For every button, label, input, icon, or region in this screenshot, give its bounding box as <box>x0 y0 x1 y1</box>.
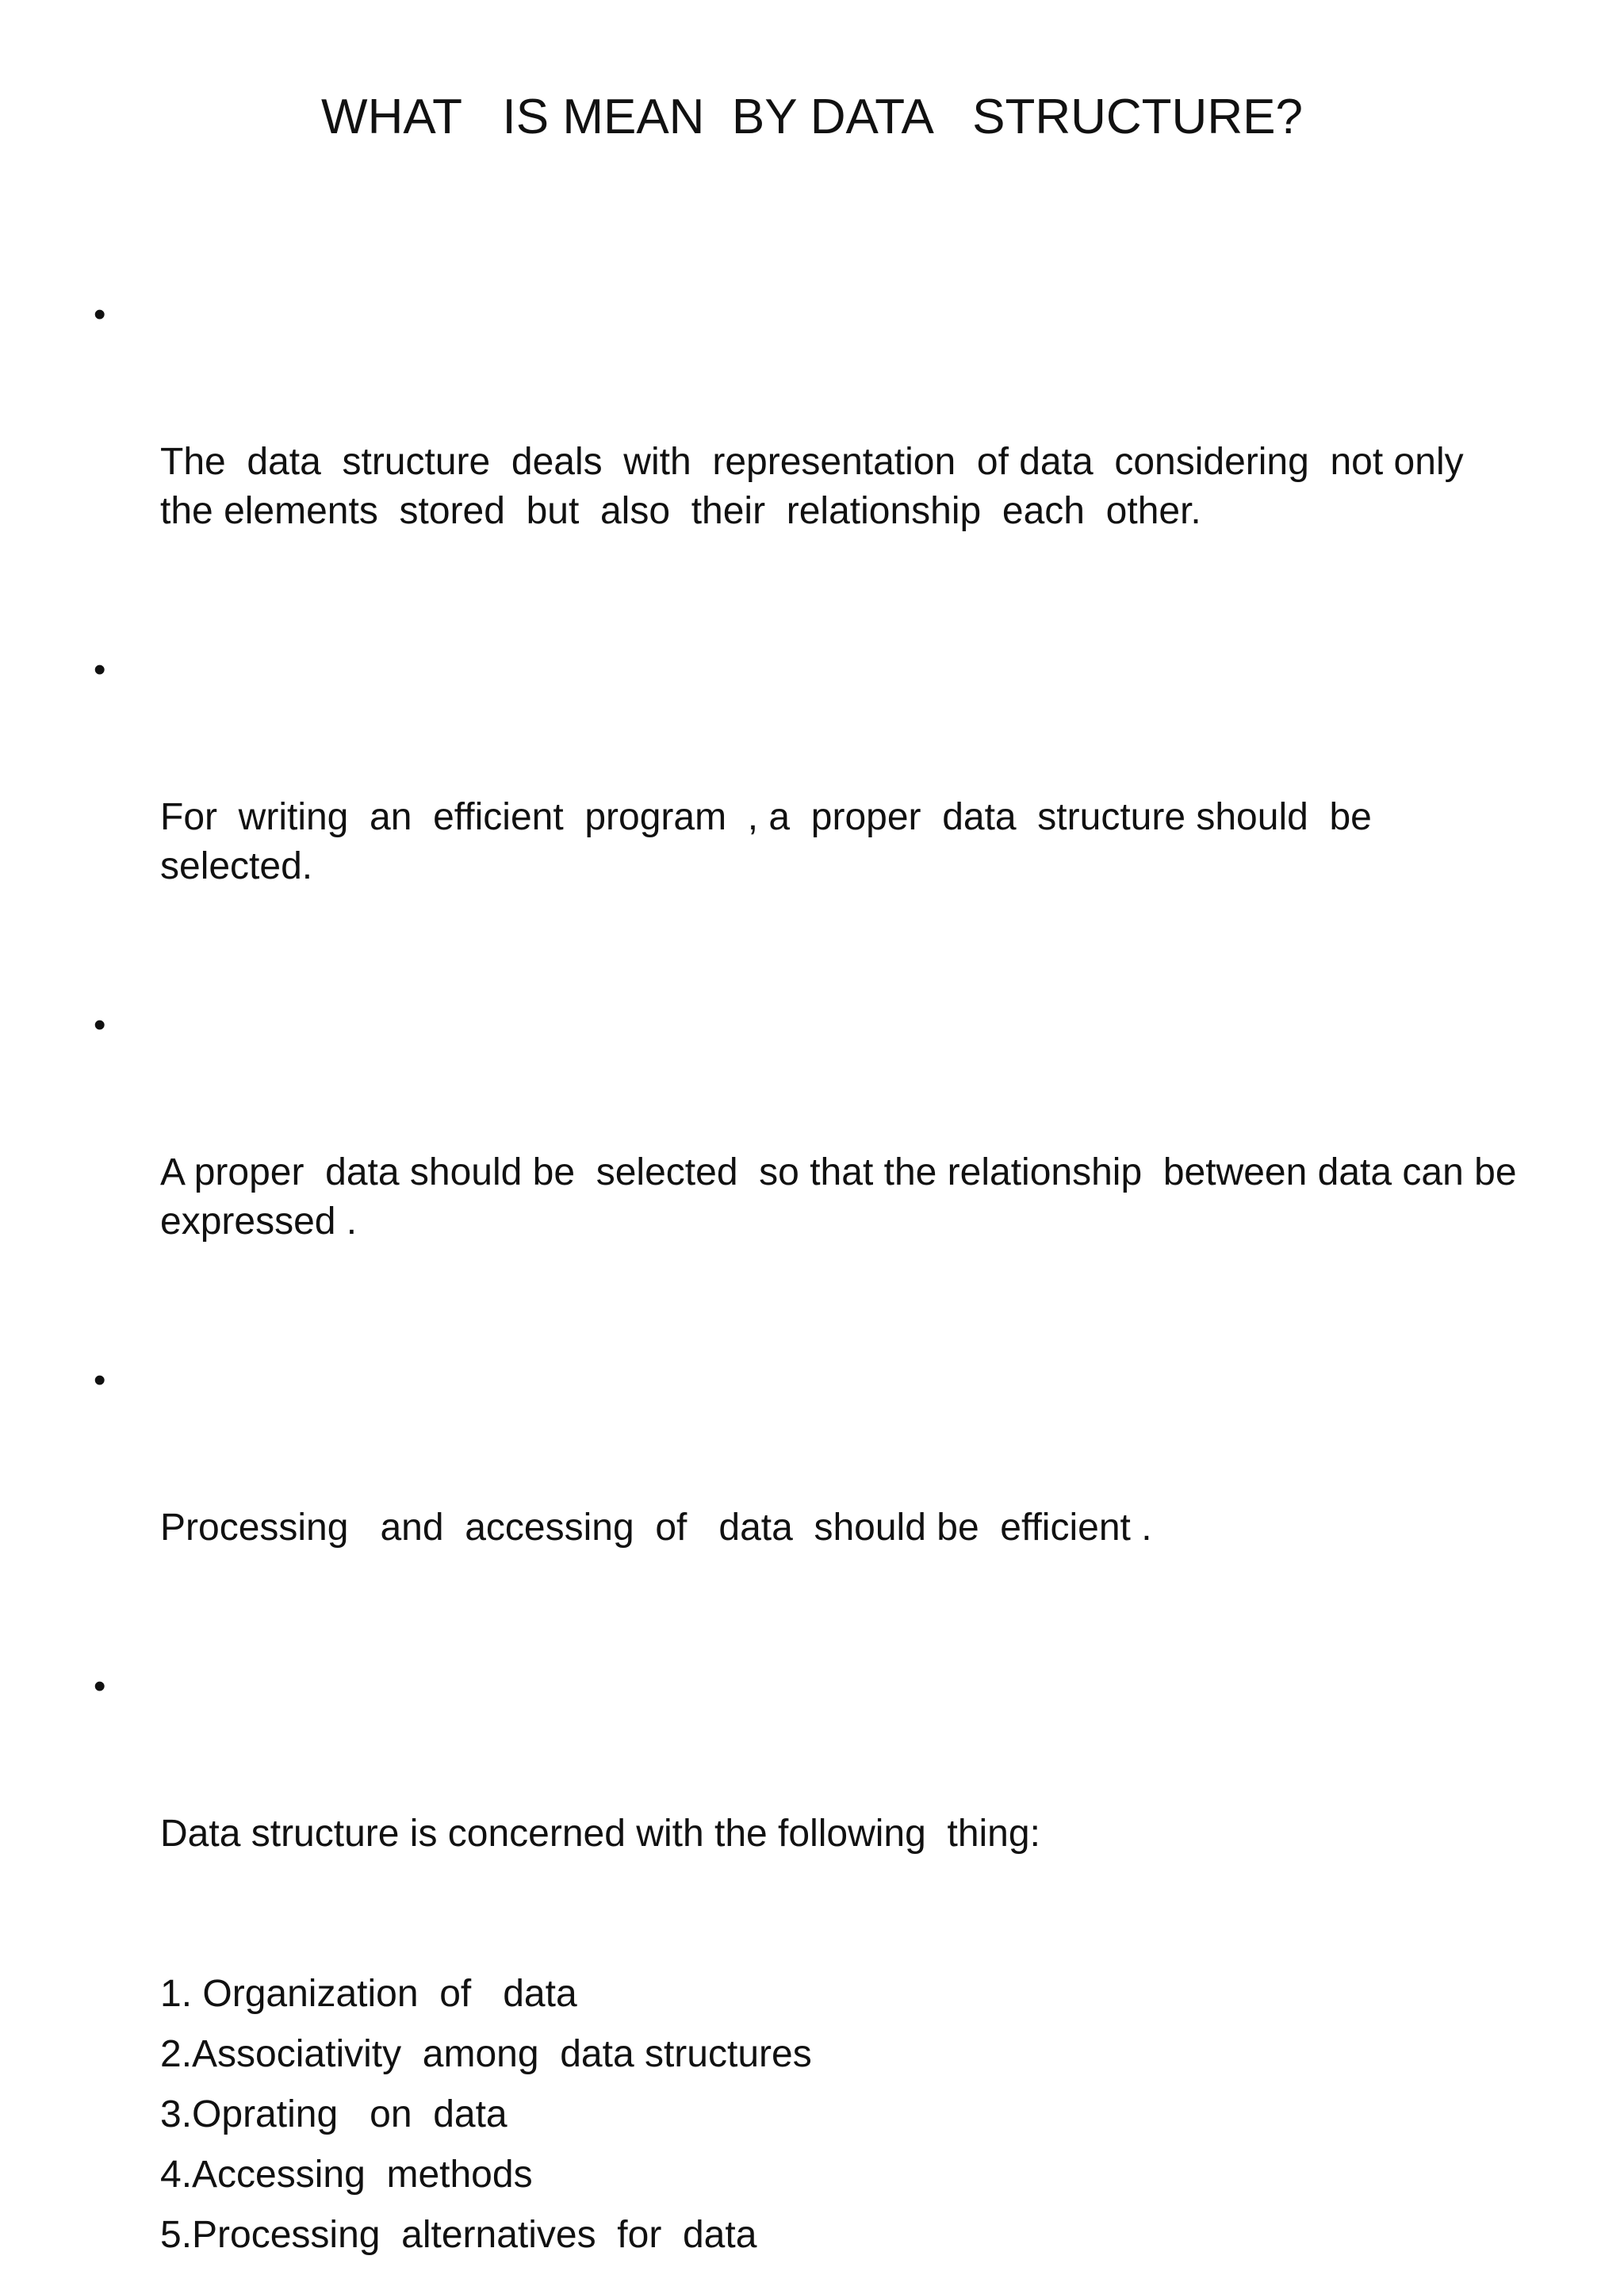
numbered-list <box>94 1970 1521 2260</box>
numbered-item: 4.Accessing methods <box>160 2154 533 2196</box>
bullet-text: A proper data should be selected so that the relationship between data can be expressed . <box>160 1151 1527 1243</box>
bullet-icon: • <box>94 1667 106 1706</box>
bullet-icon: • <box>94 1005 106 1044</box>
bullet-item <box>94 1001 1527 1345</box>
bullet-icon: • <box>94 295 106 334</box>
bullet-item <box>94 290 1521 634</box>
slide-title: WHAT IS MEAN BY DATA STRUCTURE? <box>321 90 1303 144</box>
numbered-item: 3.Oprating on data <box>160 2093 508 2135</box>
bullet-text: For writing an efficient program , a proper data structure should be selected. <box>160 796 1383 887</box>
bullet-text: The data structure deals with representation of data considering not only the elements stored but also their relationship each other. <box>160 441 1485 532</box>
numbered-item: 2.Associativity among data structures <box>160 2033 812 2075</box>
bullet-item <box>94 1662 1521 1957</box>
bullet-icon: • <box>94 650 106 689</box>
numbered-item: 1. Organization of data <box>160 1973 577 2015</box>
bullet-item <box>94 1356 1521 1651</box>
bullet-text: Processing and accessing of data should be efficient . <box>160 1507 1152 1549</box>
slide-content <box>94 290 1527 2271</box>
bullet-item <box>94 645 1521 990</box>
bullet-icon: • <box>94 1361 106 1400</box>
bullet-text: Data structure is concerned with the following thing: <box>160 1813 1040 1855</box>
numbered-item: 5.Processing alternatives for data <box>160 2214 757 2256</box>
